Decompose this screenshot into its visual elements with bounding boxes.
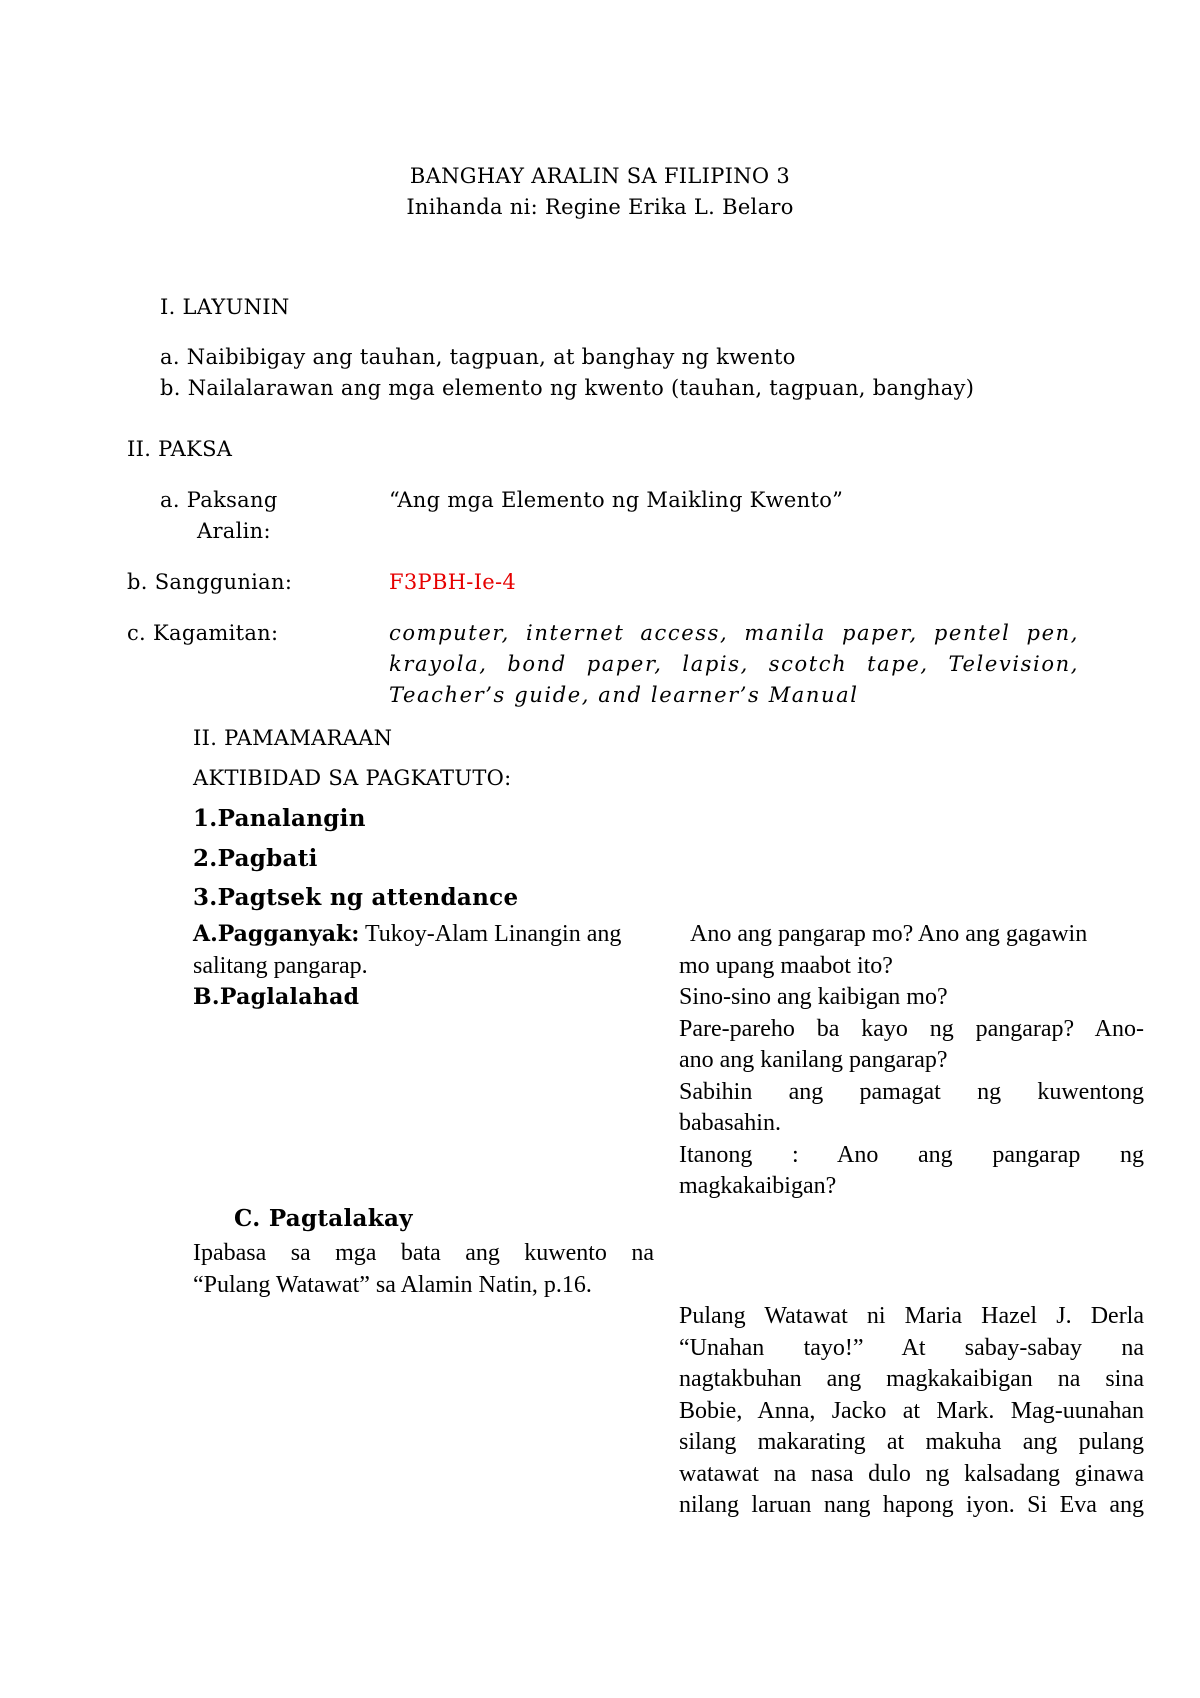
pagganyak-line-1 — [193, 921, 621, 948]
question-line: ano ang kanilang pangarap? — [679, 1047, 948, 1073]
aktibidad-heading: AKTIBIDAD SA PAGKATUTO: — [193, 766, 512, 790]
document-title: BANGHAY ARALIN SA FILIPINO 3 — [409, 164, 791, 188]
step-pagbati: 2.Pagbati — [193, 845, 318, 872]
question-line: Itanong : Ano ang pangarap ng — [679, 1142, 1144, 1168]
story-line: nilang laruan nang hapong iyon. Si Eva ang — [679, 1492, 1144, 1518]
kagamitan-line-3: Teacher’s guide, and learner’s Manual — [389, 683, 859, 707]
document-author: Inihanda ni: Regine Erika L. Belaro — [406, 195, 794, 219]
question-line: mo upang maabot ito? — [679, 953, 893, 979]
pagganyak-text-2: salitang pangarap. — [193, 953, 368, 979]
story-line: “Unahan tayo!” At sabay-sabay na — [679, 1335, 1144, 1361]
story-line: nagtakbuhan ang magkakaibigan na sina — [679, 1366, 1144, 1392]
sanggunian-label: b. Sanggunian: — [127, 570, 293, 594]
pagtalakay-text-2: “Pulang Watawat” sa Alamin Natin, p.16. — [193, 1272, 592, 1298]
layunin-item-a: a. Naibibigay ang tauhan, tagpuan, at banghay ng kwento — [160, 345, 796, 369]
kagamitan-label: c. Kagamitan: — [127, 621, 279, 645]
pagganyak-text-1: Tukoy-Alam Linangin ang — [364, 921, 622, 947]
story-line: Pulang Watawat ni Maria Hazel J. Derla — [679, 1303, 1144, 1329]
pagganyak-label: A.Pagganyak: — [193, 921, 360, 947]
story-line: Bobie, Anna, Jacko at Mark. Mag-uunahan — [679, 1398, 1144, 1424]
pagtalakay-label: C. Pagtalakay — [234, 1205, 413, 1232]
layunin-heading: I. LAYUNIN — [160, 295, 290, 319]
paglalahad-label: B.Paglalahad — [193, 984, 360, 1010]
question-line: Sabihin ang pamagat ng kuwentong — [679, 1079, 1144, 1105]
sanggunian-value: F3PBH-Ie-4 — [389, 570, 517, 594]
step-attendance: 3.Pagtsek ng attendance — [193, 884, 519, 911]
question-line: magkakaibigan? — [679, 1173, 837, 1199]
paksa-heading: II. PAKSA — [127, 437, 233, 461]
paksang-value: “Ang mga Elemento ng Maikling Kwento” — [389, 488, 844, 512]
paksang-label-1: a. Paksang — [160, 488, 278, 512]
question-line: Ano ang pangarap mo? Ano ang gagawin — [690, 921, 1088, 947]
question-line: Sino-sino ang kaibigan mo? — [679, 984, 948, 1010]
story-line: silang makarating at makuha ang pulang — [679, 1429, 1144, 1455]
layunin-item-b: b. Nailalarawan ang mga elemento ng kwento (tauhan, tagpuan, banghay) — [160, 376, 975, 400]
story-line: watawat na nasa dulo ng kalsadang ginawa — [679, 1461, 1144, 1487]
pamamaraan-heading: II. PAMAMARAAN — [193, 726, 393, 750]
question-line: babasahin. — [679, 1110, 781, 1136]
kagamitan-line-2: krayola, bond paper, lapis, scotch tape, Television, — [389, 652, 1079, 676]
pagtalakay-text-1: Ipabasa sa mga bata ang kuwento na — [193, 1240, 654, 1266]
kagamitan-line-1: computer, internet access, manila paper, pentel pen, — [389, 621, 1079, 645]
paksang-label-2: Aralin: — [197, 519, 271, 543]
question-line: Pare-pareho ba kayo ng pangarap? Ano- — [679, 1016, 1144, 1042]
step-panalangin: 1.Panalangin — [193, 805, 366, 832]
